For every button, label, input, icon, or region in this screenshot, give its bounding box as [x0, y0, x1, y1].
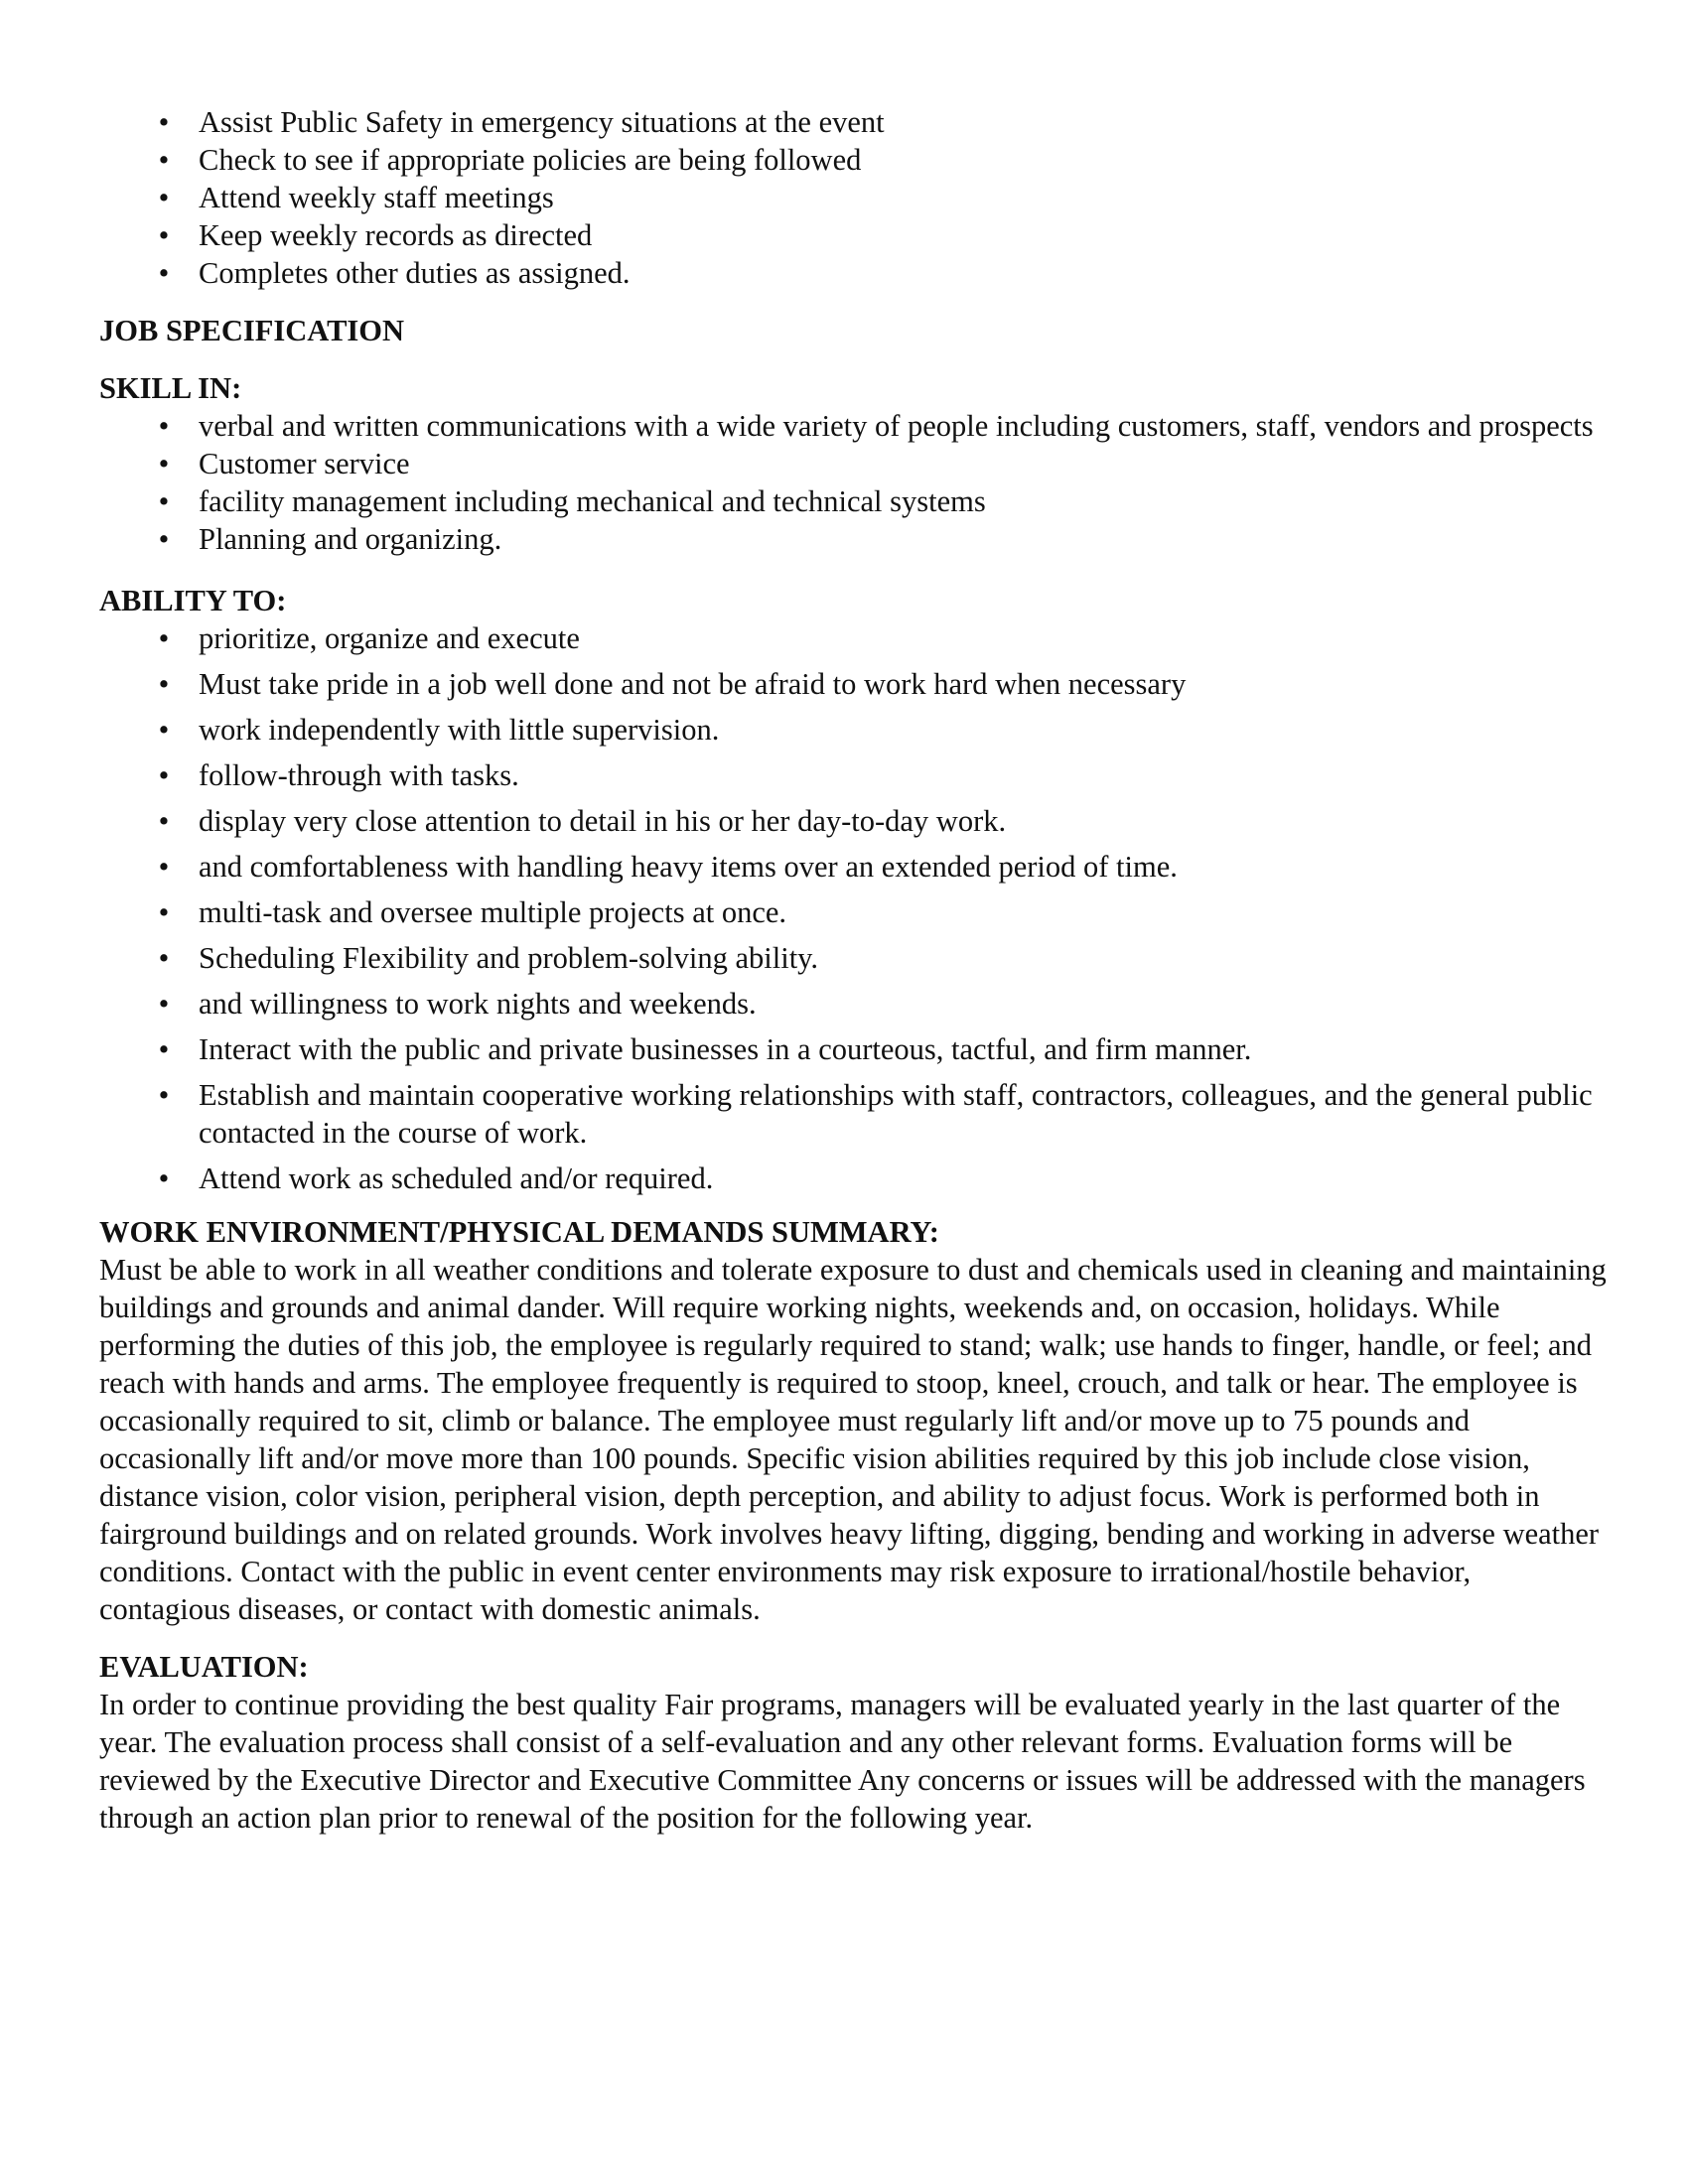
work-environment-text: Must be able to work in all weather conditions and tolerate exposure to dust and chemicals used in cleaning and maintaining buildings and grounds and animal dander. Will require working nights, weekends and, on occasion, holidays. While performing the duties of this job, the employee is regularly required to stand; walk; use hands to finger, handle, or feel; and reach with hands and arms. The employee frequently is required to stoop, kneel, crouch, and talk or hear. The employee is occasionally required to sit, climb or balance. The employee must regularly lift and/or move up to 75 pounds and occasionally lift and/or move more than 100 pounds. Specific vision abilities required by this job include close vision, distance vision, color vision, peripheral vision, depth perception, and ability to adjust focus. Work is performed both in fairground buildings and on related grounds. Work involves heavy lifting, digging, bending and working in adverse weather conditions. Contact with the public in event center environments may risk exposure to irrational/hostile behavior, contagious diseases, or contact with domestic animals.	[99, 1253, 1607, 1626]
bullet-icon: •	[158, 105, 170, 139]
list-item: • Check to see if appropriate policies are being followed	[99, 141, 1609, 179]
list-item: • Completes other duties as assigned.	[99, 254, 1609, 292]
list-item: • Must take pride in a job well done and not be afraid to work hard when necessary	[99, 665, 1609, 703]
ability-to-heading: ABILITY TO:	[99, 584, 287, 617]
bullet-icon: •	[158, 667, 170, 701]
bullet-icon: •	[158, 484, 170, 518]
list-item: • Assist Public Safety in emergency situations at the event	[99, 103, 1609, 141]
document-page	[99, 103, 1609, 1837]
list-item: • Planning and organizing.	[99, 520, 1609, 558]
work-environment-heading: WORK ENVIRONMENT/PHYSICAL DEMANDS SUMMARY:	[99, 1215, 939, 1249]
list-item: • Scheduling Flexibility and problem-solving ability.	[99, 939, 1609, 977]
list-item: • verbal and written communications with a wide variety of people including customers, staff, vendors and prospects	[99, 407, 1609, 445]
bullet-icon: •	[158, 758, 170, 792]
bullet-icon: •	[158, 447, 170, 480]
bullet-icon: •	[158, 218, 170, 252]
list-item: • and comfortableness with handling heavy items over an extended period of time.	[99, 848, 1609, 886]
bullet-icon: •	[158, 522, 170, 556]
list-item: • follow-through with tasks.	[99, 756, 1609, 794]
job-specification-heading: JOB SPECIFICATION	[99, 314, 405, 347]
list-item: • and willingness to work nights and weekends.	[99, 985, 1609, 1023]
bullet-icon: •	[158, 256, 170, 290]
list-item: • Establish and maintain cooperative working relationships with staff, contractors, colleagues, and the general public contacted in the course of work.	[99, 1076, 1609, 1152]
list-item: • Customer service	[99, 445, 1609, 482]
bullet-icon: •	[158, 941, 170, 975]
bullet-icon: •	[158, 143, 170, 177]
list-item: • Keep weekly records as directed	[99, 216, 1609, 254]
skill-in-heading: SKILL IN:	[99, 371, 242, 405]
list-item: • facility management including mechanical and technical systems	[99, 482, 1609, 520]
list-item: • multi-task and oversee multiple projects at once.	[99, 893, 1609, 931]
bullet-icon: •	[158, 621, 170, 655]
list-item: • Interact with the public and private businesses in a courteous, tactful, and firm manner.	[99, 1030, 1609, 1068]
intro-duties-list	[99, 103, 1609, 292]
list-item: • display very close attention to detail in his or her day-to-day work.	[99, 802, 1609, 840]
bullet-icon: •	[158, 895, 170, 929]
bullet-icon: •	[158, 804, 170, 838]
list-item: • Attend work as scheduled and/or required.	[99, 1160, 1609, 1197]
bullet-icon: •	[158, 1032, 170, 1066]
skill-in-list	[99, 407, 1609, 558]
list-item: • work independently with little supervision.	[99, 711, 1609, 749]
bullet-icon: •	[158, 1161, 170, 1195]
bullet-icon: •	[158, 181, 170, 214]
bullet-icon: •	[158, 987, 170, 1021]
evaluation-heading: EVALUATION:	[99, 1650, 309, 1684]
list-item: • prioritize, organize and execute	[99, 619, 1609, 657]
bullet-icon: •	[158, 850, 170, 884]
list-item: • Attend weekly staff meetings	[99, 179, 1609, 216]
bullet-icon: •	[158, 409, 170, 443]
bullet-icon: •	[158, 1078, 170, 1112]
bullet-icon: •	[158, 713, 170, 747]
evaluation-text: In order to continue providing the best quality Fair programs, managers will be evaluated yearly in the last quarter of the year. The evaluation process shall consist of a self-evaluation and any other relevant forms. Evaluation forms will be reviewed by the Executive Director and Executive Committee Any concerns or issues will be addressed with the managers through an action plan prior to renewal of the position for the following year.	[99, 1688, 1586, 1835]
ability-to-list	[99, 619, 1609, 1197]
